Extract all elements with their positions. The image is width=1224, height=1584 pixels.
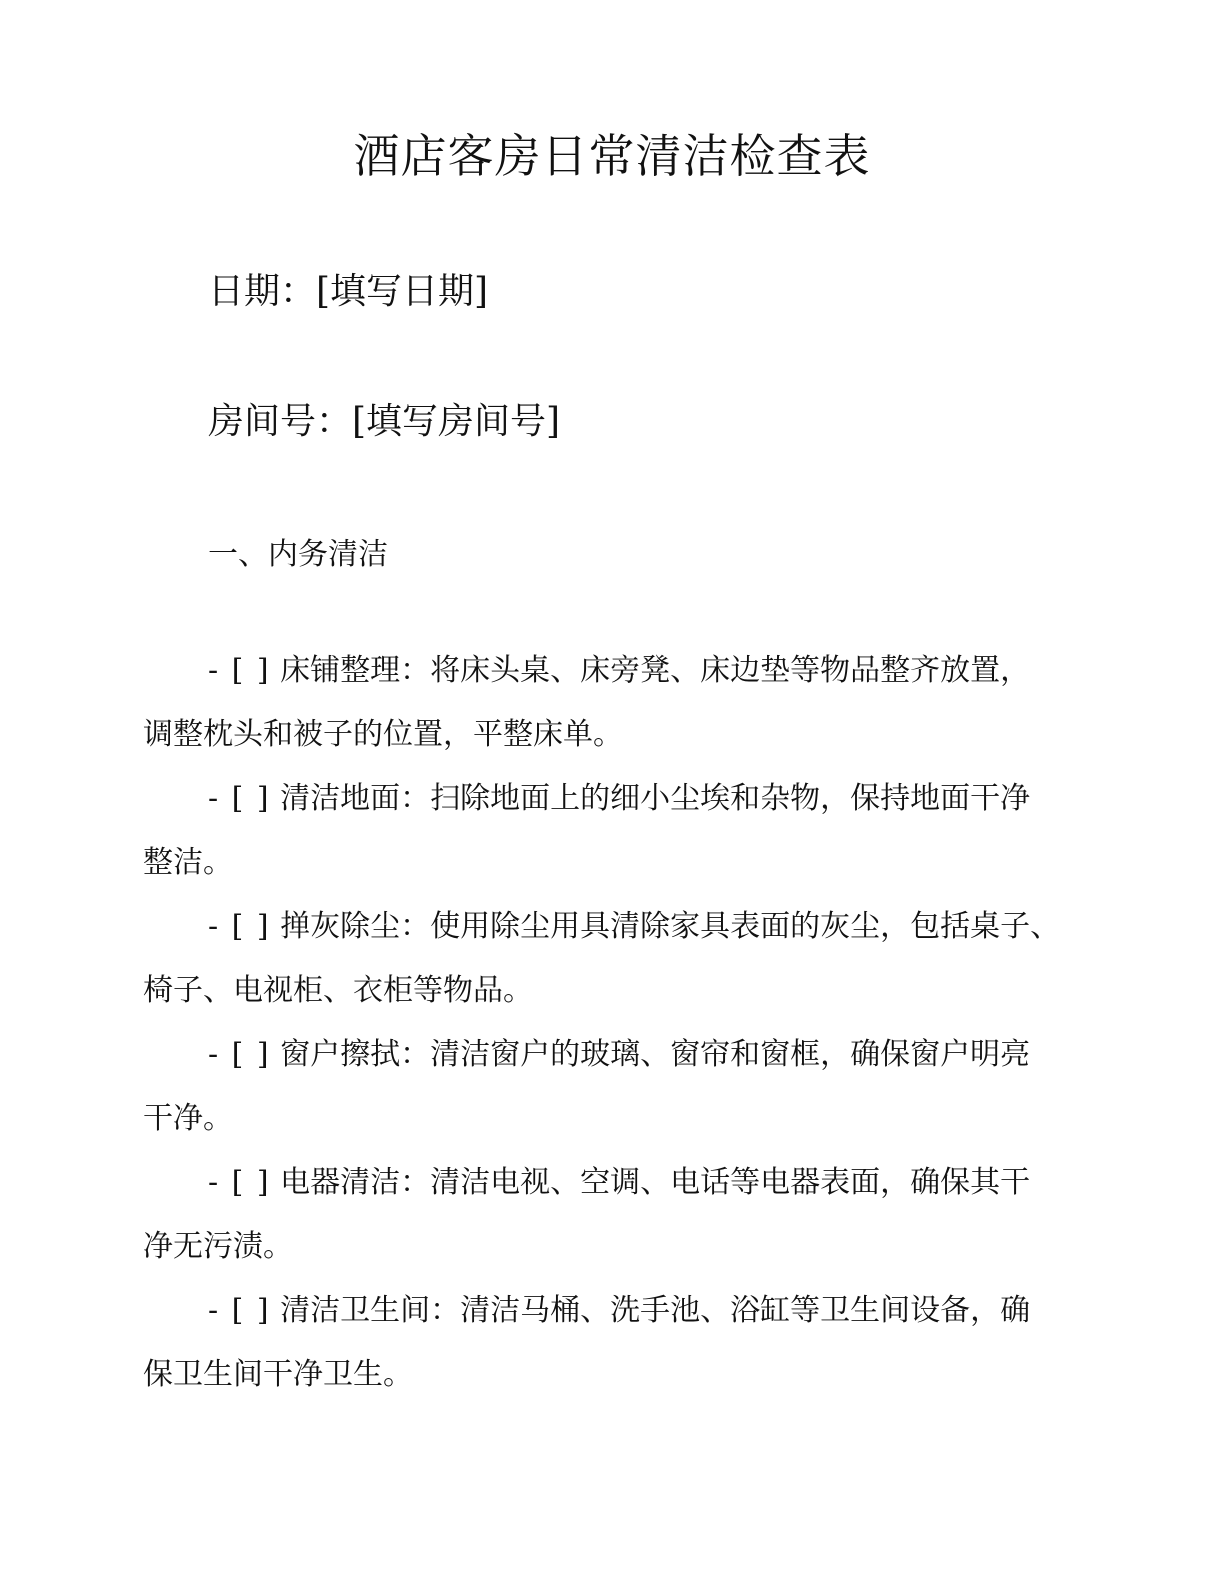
checklist-item-text: 电器清洁：清洁电视、空调、电话等电器表面，确保其干	[280, 1165, 1031, 1200]
checklist-item-continuation: 椅子、电视柜、衣柜等物品。	[143, 973, 533, 1008]
checklist-item-text: 掸灰除尘：使用除尘用具清除家具表面的灰尘，包括桌子、	[280, 909, 1061, 944]
date-field-line: 日期：[填写日期]	[208, 271, 489, 312]
checkbox[interactable]: - [ ]	[208, 781, 271, 816]
room-number-field-line: 房间号：[填写房间号]	[208, 401, 561, 442]
checklist-item-text: 清洁地面：扫除地面上的细小尘埃和杂物，保持地面干净	[280, 781, 1031, 816]
checklist-item-text: 床铺整理：将床头桌、床旁凳、床边垫等物品整齐放置，	[280, 653, 1031, 688]
checklist-item-first-line	[208, 1162, 1030, 1204]
checklist-item-continuation: 调整枕头和被子的位置，平整床单。	[143, 717, 623, 752]
checkbox[interactable]: - [ ]	[208, 1165, 271, 1200]
checklist-item-first-line	[208, 650, 1030, 692]
checklist-item-text: 窗户擦拭：清洁窗户的玻璃、窗帘和窗框，确保窗户明亮	[280, 1037, 1031, 1072]
checkbox[interactable]: - [ ]	[208, 909, 271, 944]
checkbox[interactable]: - [ ]	[208, 1293, 271, 1328]
checklist-item-first-line	[208, 778, 1030, 820]
checklist-item-continuation: 干净。	[143, 1101, 233, 1136]
checklist-item-text: 清洁卫生间：清洁马桶、洗手池、浴缸等卫生间设备，确	[280, 1293, 1031, 1328]
checkbox[interactable]: - [ ]	[208, 1037, 271, 1072]
page-title: 酒店客房日常清洁检查表	[353, 129, 871, 183]
checkbox[interactable]: - [ ]	[208, 653, 271, 688]
checklist-item-continuation: 保卫生间干净卫生。	[143, 1357, 413, 1392]
section-heading: 一、内务清洁	[208, 537, 388, 572]
checklist-item-continuation: 净无污渍。	[143, 1229, 293, 1264]
checklist-item-continuation: 整洁。	[143, 845, 233, 880]
checklist-item-first-line	[208, 906, 1060, 948]
checklist-item-first-line	[208, 1034, 1030, 1076]
checklist-item-first-line	[208, 1290, 1030, 1332]
